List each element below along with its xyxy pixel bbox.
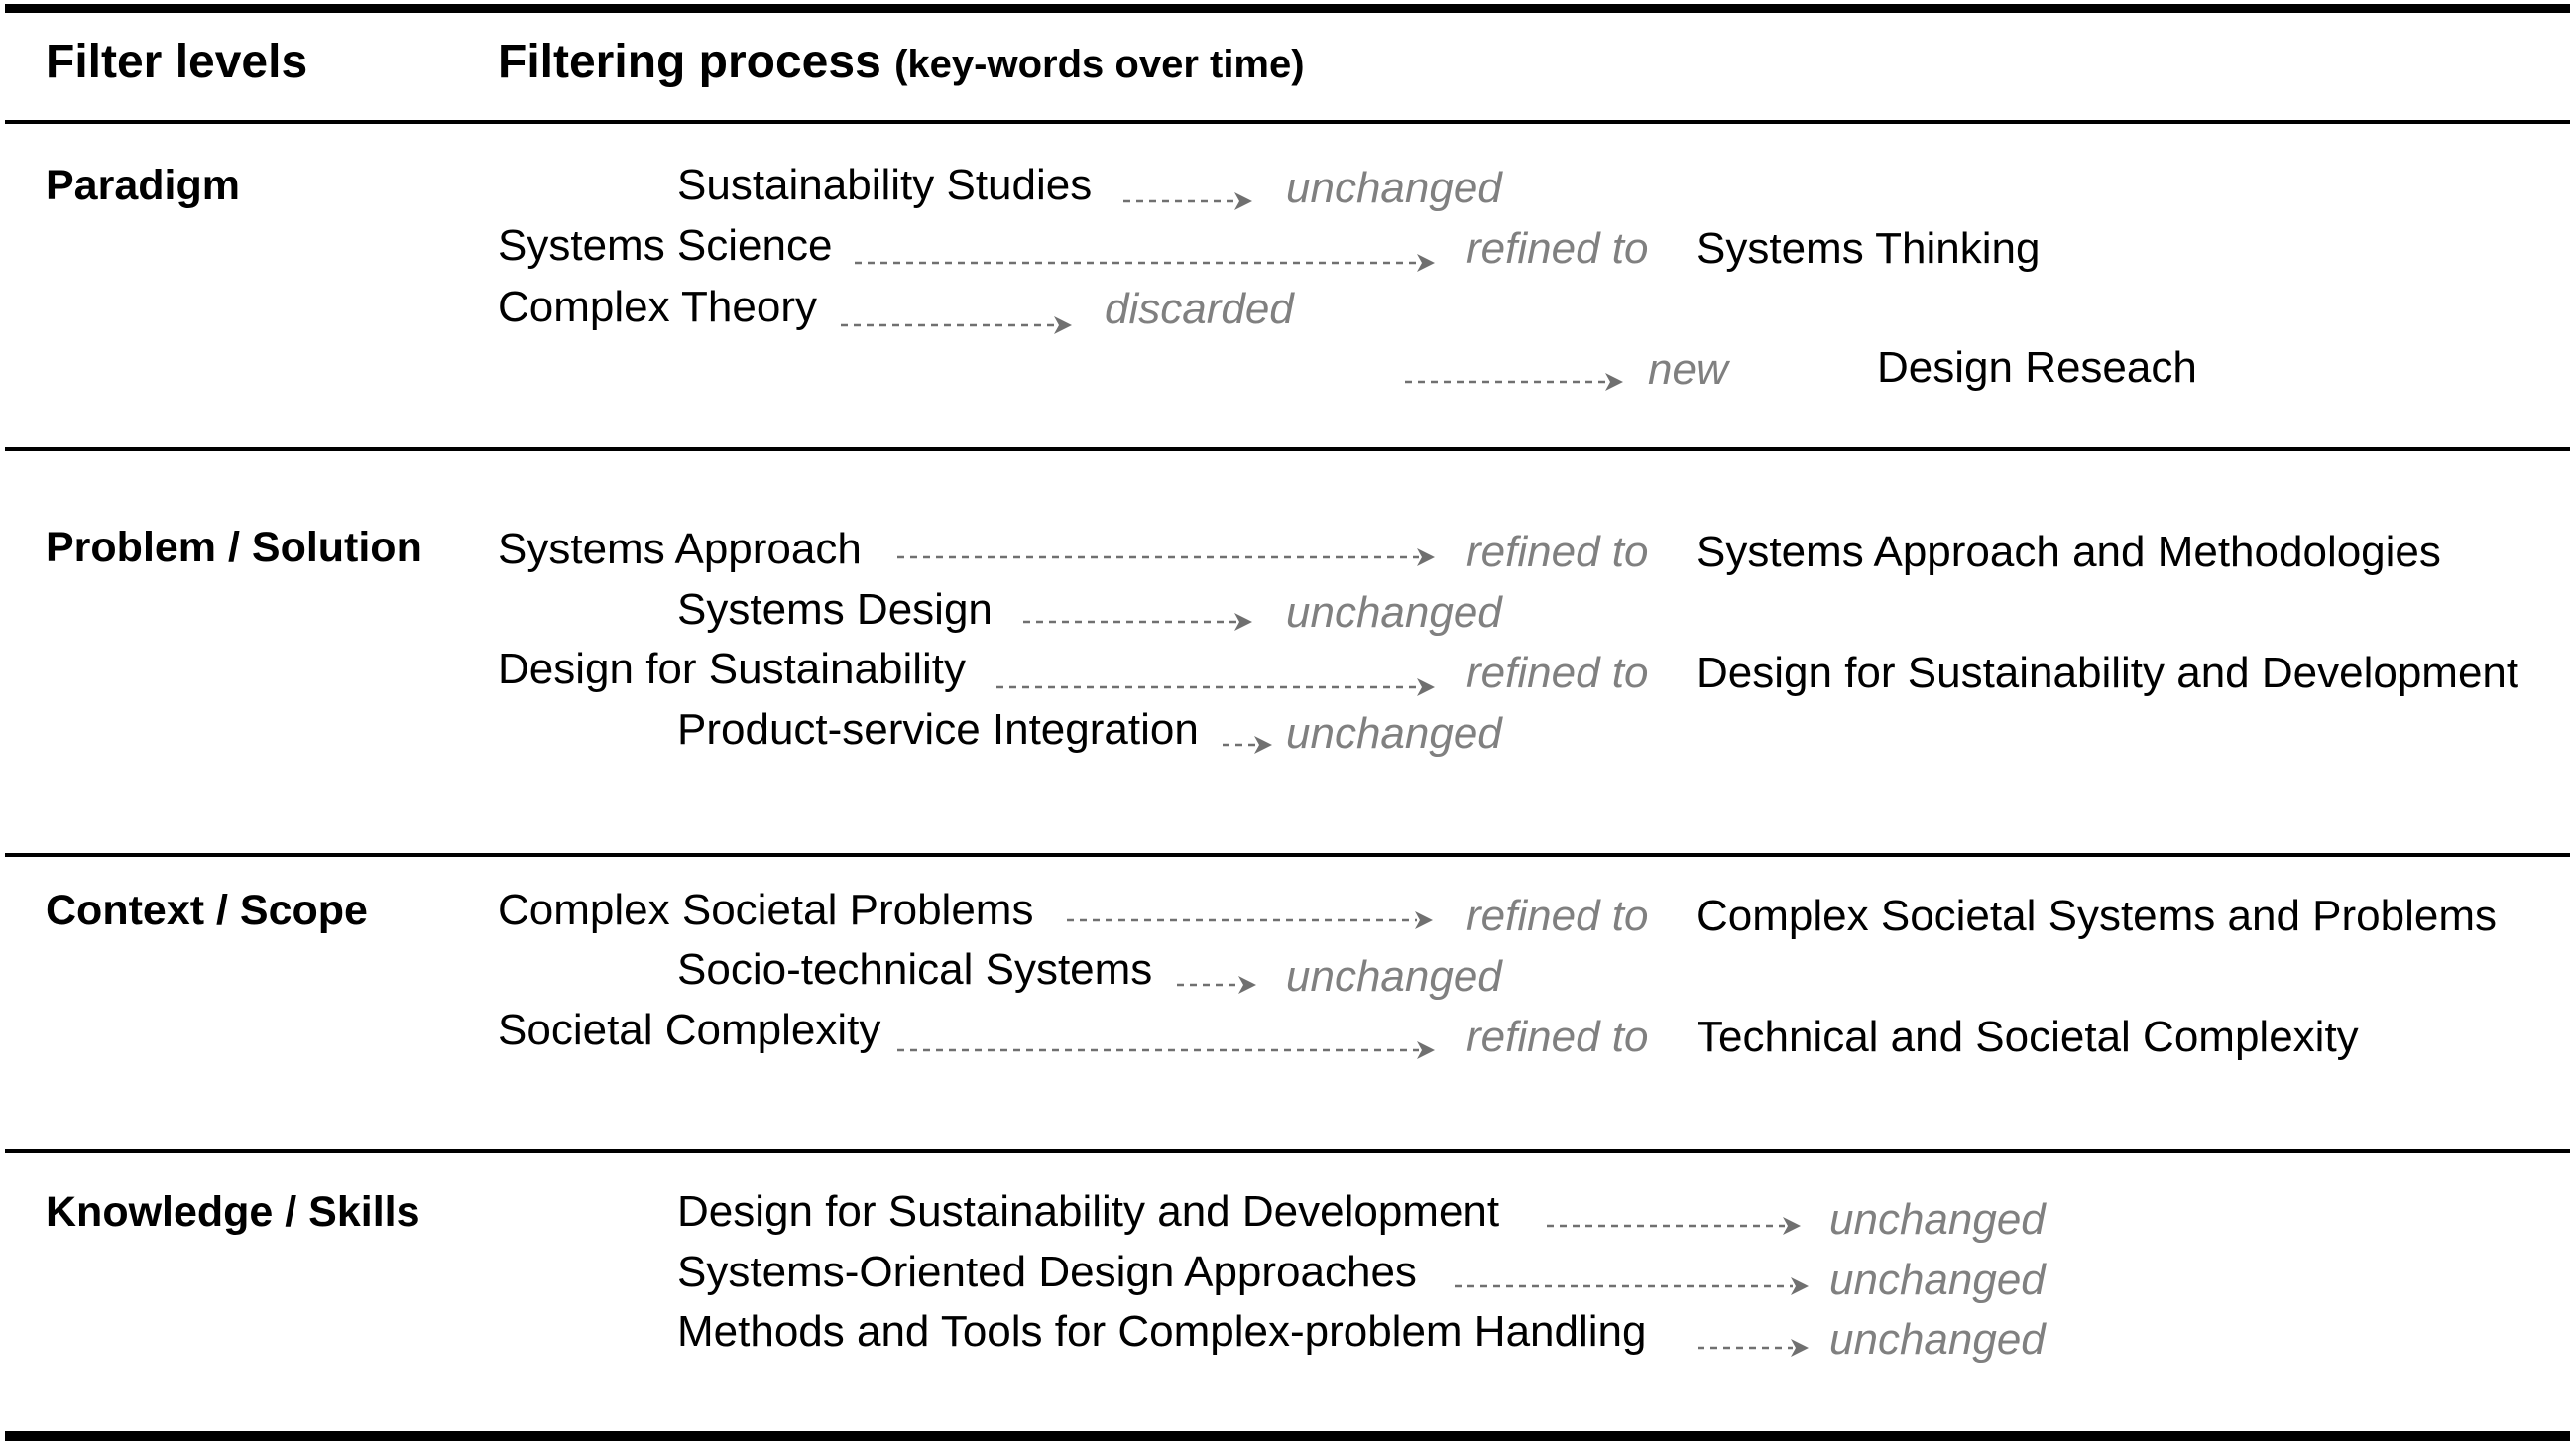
header-rule (5, 120, 2570, 124)
arrow-icon (1698, 1338, 1809, 1358)
keyword: Systems-Oriented Design Approaches (677, 1248, 1417, 1296)
level-paradigm: Paradigm (46, 162, 240, 209)
keyword: Systems Design (677, 585, 993, 634)
arrow-icon (1547, 1216, 1801, 1236)
row-divider-rule (5, 1149, 2570, 1153)
table-top-rule (5, 4, 2570, 13)
result-keyword: Design Reseach (1877, 343, 2197, 392)
status-label: unchanged (1829, 1256, 2046, 1304)
result-keyword: Technical and Societal Complexity (1697, 1013, 2359, 1061)
result-keyword: Systems Approach and Methodologies (1697, 528, 2441, 576)
table-bottom-rule (5, 1431, 2570, 1441)
header-filtering-process (498, 34, 1305, 93)
keyword: Socio-technical Systems (677, 945, 1153, 994)
status-label: unchanged (1829, 1195, 2046, 1244)
status-label: refined to (1466, 528, 1649, 576)
keyword: Complex Theory (498, 283, 817, 331)
status-label: refined to (1466, 892, 1649, 940)
status-label: unchanged (1286, 709, 1502, 758)
status-label: unchanged (1286, 588, 1502, 637)
arrow-icon (996, 677, 1435, 697)
header-filter-levels: Filter levels (46, 36, 308, 88)
result-keyword: Design for Sustainability and Development (1697, 649, 2519, 697)
keyword: Systems Science (498, 221, 833, 270)
keyword: Methods and Tools for Complex-problem Handling (677, 1307, 1647, 1356)
arrow-icon (855, 253, 1435, 273)
arrow-icon (1455, 1276, 1809, 1296)
keyword: Sustainability Studies (677, 161, 1093, 209)
row-divider-rule (5, 853, 2570, 857)
arrow-icon (1223, 735, 1272, 755)
arrow-icon (897, 547, 1435, 567)
row-divider-rule (5, 447, 2570, 451)
status-label: unchanged (1286, 952, 1502, 1001)
status-label: refined to (1466, 224, 1649, 273)
arrow-icon (841, 315, 1072, 335)
status-label: refined to (1466, 649, 1649, 697)
result-keyword: Systems Thinking (1697, 224, 2041, 273)
status-label: new (1648, 345, 1728, 394)
keyword: Product-service Integration (677, 705, 1199, 754)
result-keyword: Complex Societal Systems and Problems (1697, 892, 2497, 940)
level-context-scope: Context / Scope (46, 887, 368, 934)
status-label: discarded (1105, 285, 1294, 333)
header-filtering-process-sub: (key-words over time) (894, 43, 1305, 86)
level-knowledge-skills: Knowledge / Skills (46, 1188, 420, 1236)
keyword: Design for Sustainability and Development (677, 1187, 1500, 1236)
status-label: refined to (1466, 1013, 1649, 1061)
arrow-icon (1405, 372, 1623, 392)
keyword: Societal Complexity (498, 1006, 881, 1054)
arrow-icon (1177, 975, 1256, 995)
arrow-icon (1023, 612, 1252, 632)
keyword: Design for Sustainability (498, 645, 967, 693)
keyword: Systems Approach (498, 525, 862, 573)
arrow-icon (897, 1040, 1435, 1060)
status-label: unchanged (1286, 164, 1502, 212)
status-label: unchanged (1829, 1315, 2046, 1364)
level-problem-solution: Problem / Solution (46, 524, 422, 571)
arrow-icon (1123, 191, 1252, 211)
keyword: Complex Societal Problems (498, 886, 1034, 934)
arrow-icon (1067, 910, 1433, 930)
header-filtering-process-main: Filtering process (498, 36, 881, 88)
